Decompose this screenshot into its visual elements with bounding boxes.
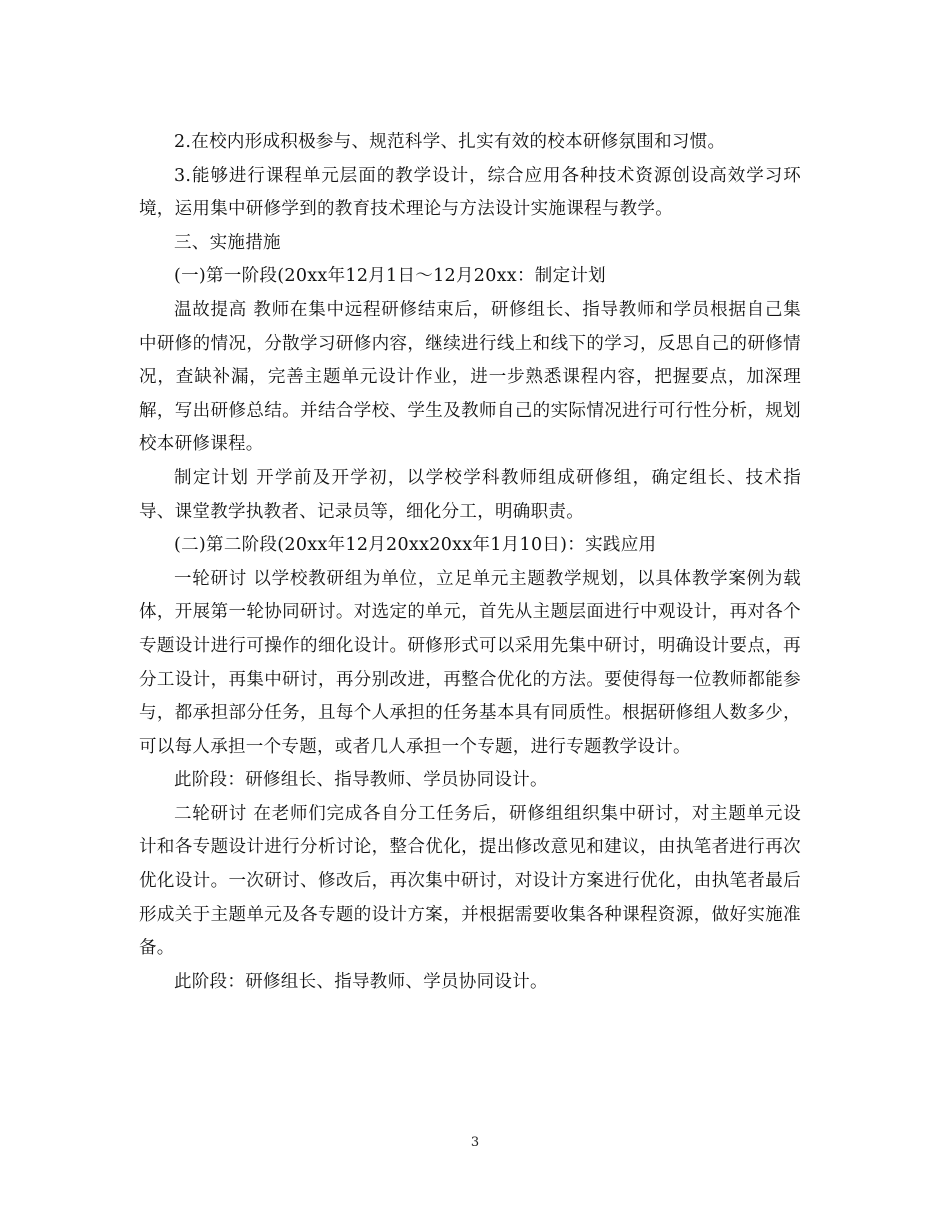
paragraph-goal-2: 2.在校内形成积极参与、规范科学、扎实有效的校本研修氛围和习惯。 [174,132,726,152]
page-number: 3 [470,1135,480,1150]
paragraph-stage-note-1: 此阶段：研修组长、指导教师、学员协同设计。 [174,770,548,791]
section-heading-measures: 三、实施措施 [174,232,281,253]
subheading-stage-2: (二)第二阶段(20xx年12月20xx20xx年1月10日)：实践应用 [174,535,657,556]
paragraph-stage-note-2: 此阶段：研修组长、指导教师、学员协同设计。 [174,971,548,992]
paragraph-first-round: 一轮研讨 以学校教研组为单位，立足单元主题教学规划，以具体教学案例为载体，开展第一轮协同研讨。对选定的单元，首先从主题层面进行中观设计，再对各个专题设计进行可操作的细化设计。研修形式可以采用先集中研讨，明确设计要点，再分工设计，再集中研讨，再分别改进，再整合优化的方法。要使得每一位教师都能参与，都承担部分任务，且每个人承担的任务基本具有同质性。根据研修组人数多少，可以每人承担一个专题，或者几人承担一个专题，进行专题教学设计。 [139,568,801,757]
paragraph-review: 温故提高 教师在集中远程研修结束后，研修组长、指导教师和学员根据自己集中研修的情况，分散学习研修内容，继续进行线上和线下的学习，反思自己的研修情况，查缺补漏，完善主题单元设计作业，进一步熟悉课程内容，把握要点，加深理解，写出研修总结。并结合学校、学生及教师自己的实际情况进行可行性分析，规划校本研修课程。 [139,299,801,455]
paragraph-second-round: 二轮研讨 在老师们完成各自分工任务后，研修组组织集中研讨，对主题单元设计和各专题设计进行分析讨论，整合优化，提出修改意见和建议，由执笔者进行再次优化设计。一次研讨、修改后，再次集中研讨，对设计方案进行优化，由执笔者最后形成关于主题单元及各专题的设计方案，并根据需要收集各种课程资源，做好实施准备。 [139,803,801,959]
paragraph-goal-3: 3.能够进行课程单元层面的教学设计，综合应用各种技术资源创设高效学习环境，运用集中研修学到的教育技术理论与方法设计实施课程与教学。 [139,165,801,220]
subheading-stage-1: (一)第一阶段(20xx年12月1日～12月20xx：制定计划 [174,266,606,287]
document-body [139,126,801,999]
paragraph-plan: 制定计划 开学前及开学初，以学校学科教师组成研修组，确定组长、技术指导、课堂教学执教者、记录员等，细化分工，明确职责。 [139,467,801,522]
